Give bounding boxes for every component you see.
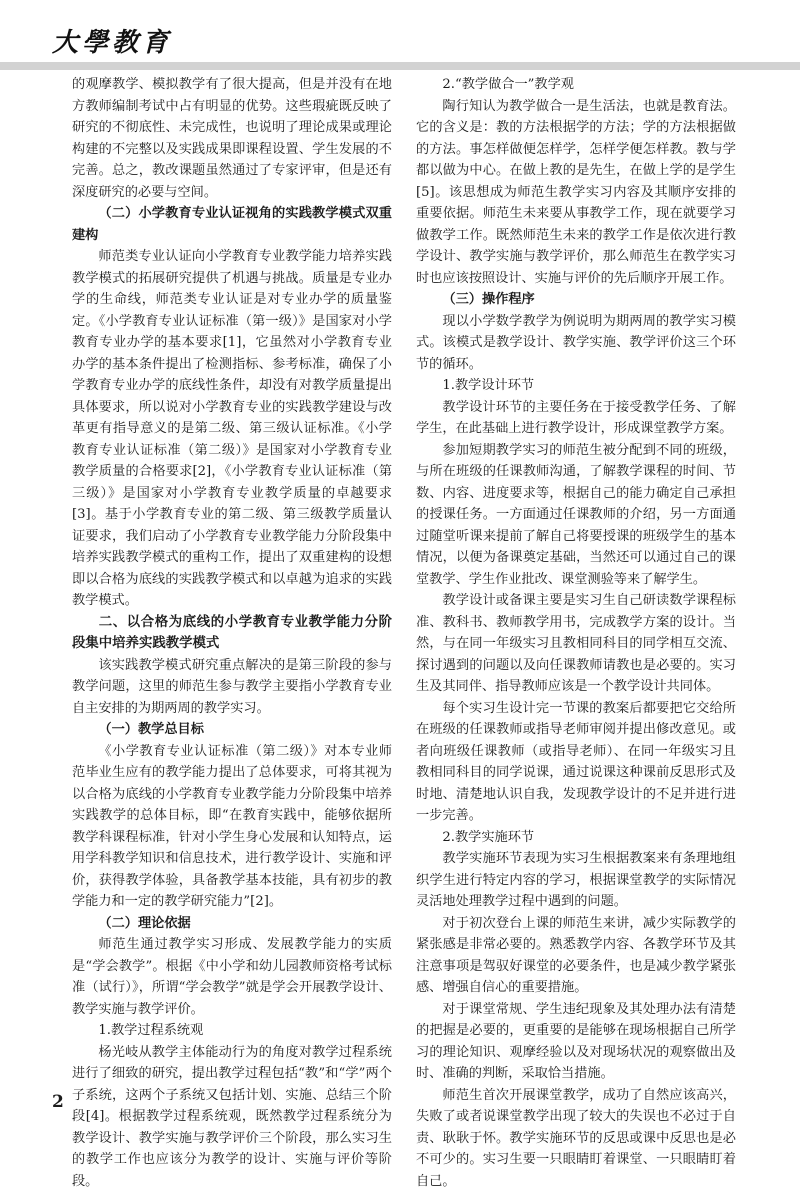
- paragraph: 师范生首次开展课堂教学，成功了自然应该高兴，失败了或者说课堂教学出现了较大的失误也不必过于自责、耿耿于怀。教学实施环节的反思或课中反思也是必不可少的。实习生要一只眼睛盯着课堂、一只眼睛盯着自己。: [416, 1085, 736, 1192]
- paragraph: 师范类专业认证向小学教育专业教学能力培养实践教学模式的拓展研究提供了机遇与挑战。质量是专业办学的生命线，师范类专业认证是对专业办学的质量鉴定。《小学教育专业认证标准（第一级）》是国家对小学教育专业办学的基本要求[1]，它虽然对小学教育专业办学的基本条件提出了检测指标、参考标准，确保了小学教育专业办学的底线性条件，却没有对教学质量提出具体要求，所以说对小学教育专业的实践教学建设与改革更有指导意义的是第二级、第三级认证标准。《小学教育专业认证标准（第二级）》是国家对小学教育专业教学质量的合格要求[2]，《小学教育专业认证标准（第三级）》是国家对小学教育专业教学质量的卓越要求[3]。基于小学教育专业的第二级、第三级教学质量认证要求，我们启动了小学教育专业教学能力分阶段集中培养实践教学模式的重构工作，提出了双重建构的设想即以合格为底线的实践教学模式和以卓越为追求的实践教学模式。: [72, 246, 392, 612]
- paragraph: 杨光岐从教学主体能动行为的角度对教学过程系统进行了细致的研究，提出教学过程包括“教”和“学”两个子系统，这两个子系统又包括计划、实施、总结三个阶段[4]。根据教学过程系统观，既然教学过程系统分为教学设计、教学实施与教学评价三个阶段，那么实习生的教学工作也应该分为教学的设计、实施与评价等阶段。: [72, 1042, 392, 1192]
- numbered-subheading: 2.“教学做合一”教学观: [416, 74, 736, 96]
- section-heading: 二、以合格为底线的小学教育专业教学能力分阶段集中培养实践教学模式: [72, 612, 392, 655]
- paragraph: 师范生通过教学实习形成、发展教学能力的实质是“学会教学”。根据《中小学和幼儿园教师资格考试标准（试行）》，所谓“学会教学”就是学会开展教学设计、教学实施与教学评价。: [72, 934, 392, 1020]
- paragraph: 教学设计或备课主要是实习生自己研读数学课程标准、教科书、教师教学用书，完成教学方案的设计。当然，与在同一年级实习且教相同科目的同学相互交流、探讨遇到的问题以及向任课教师请教也是必要的。实习生及其同伴、指导教师应该是一个教学设计共同体。: [416, 590, 736, 698]
- paragraph: 现以小学数学教学为例说明为期两周的教学实习模式。该模式是教学设计、教学实施、教学评价这三个环节的循环。: [416, 311, 736, 376]
- subsection-heading: （一）教学总目标: [72, 719, 392, 741]
- paragraph: 对于初次登台上课的师范生来讲，减少实际教学的紧张感是非常必要的。熟悉教学内容、各教学环节及其注意事项是驾驭好课堂的必要条件，也是减少教学紧张感、增强自信心的重要措施。: [416, 913, 736, 999]
- paragraph: 该实践教学模式研究重点解决的是第三阶段的参与教学问题，这里的师范生参与教学主要指小学教育专业自主安排的为期两周的教学实习。: [72, 655, 392, 720]
- left-column: [72, 74, 392, 1084]
- paragraph: 教学实施环节表现为实习生根据教案来有条理地组织学生进行特定内容的学习，根据课堂教学的实际情况灵活地处理教学过程中遇到的问题。: [416, 848, 736, 913]
- journal-name: 大學教育: [52, 22, 172, 59]
- subsection-heading: （三）操作程序: [416, 289, 736, 311]
- subsection-heading: （二）理论依据: [72, 913, 392, 935]
- page-header: [0, 0, 800, 72]
- numbered-subheading: 1.教学设计环节: [416, 375, 736, 397]
- paragraph: 参加短期教学实习的师范生被分配到不同的班级，与所在班级的任课教师沟通，了解教学课程的时间、节数、内容、进度要求等，根据自己的能力确定自己承担的授课任务。一方面通过任课教师的介绍，另一方面通过随堂听课来提前了解自己将要授课的班级学生的基本情况，以便为备课奠定基础，当然还可以通过自己的课堂教学、学生作业批改、课堂测验等来了解学生。: [416, 440, 736, 591]
- paragraph: 教学设计环节的主要任务在于接受教学任务、了解学生，在此基础上进行教学设计，形成课堂教学方案。: [416, 397, 736, 440]
- paragraph: 《小学教育专业认证标准（第二级）》对本专业师范毕业生应有的教学能力提出了总体要求，可将其视为以合格为底线的小学教育专业教学能力分阶段集中培养实践教学的总体目标，即“在教育实践中，能够依据所教学科课程标准，针对小学生身心发展和认知特点，运用学科教学知识和信息技术，进行教学设计、实施和评价，获得教学体验，具备教学基本技能，具有初步的教学能力和一定的教学研究能力”[2]。: [72, 741, 392, 913]
- right-column: [416, 74, 736, 1084]
- paragraph: 的观摩教学、模拟教学有了很大提高，但是并没有在地方教师编制考试中占有明显的优势。这些瑕疵既反映了研究的不彻底性、未完成性，也说明了理论成果或理论构建的不完整以及实践成果即课程设置、学生发展的不完善。总之，教改课题虽然通过了专家评审，但是还有深度研究的必要与空间。: [72, 74, 392, 203]
- page-number: 2: [52, 1092, 64, 1112]
- paragraph: 陶行知认为教学做合一是生活法，也就是教育法。它的含义是：教的方法根据学的方法；学的方法根据做的方法。事怎样做便怎样学，怎样学便怎样教。教与学都以做为中心。在做上教的是先生，在做上学的是学生[5]。该思想成为师范生教学实习内容及其顺序安排的重要依据。师范生未来要从事教学工作，现在就要学习做教学工作。既然师范生未来的教学工作是依次进行教学设计、教学实施与教学评价，那么师范生在教学实习时也应该按照设计、实施与评价的先后顺序开展工作。: [416, 96, 736, 290]
- paragraph: 对于课堂常规、学生违纪现象及其处理办法有清楚的把握是必要的，更重要的是能够在现场根据自己所学习的理论知识、观摩经验以及对现场状况的观察做出及时、准确的判断，采取恰当措施。: [416, 999, 736, 1085]
- paragraph: 每个实习生设计完一节课的教案后都要把它交给所在班级的任课教师或指导老师审阅并提出修改意见。或者向班级任课教师（或指导老师）、在同一年级实习且教相同科目的同学说课，通过说课这种课前反思形式及时地、清楚地认识自我，发现教学设计的不足并进行进一步完善。: [416, 698, 736, 827]
- numbered-subheading: 1.教学过程系统观: [72, 1020, 392, 1042]
- header-rule: [0, 62, 800, 70]
- subsection-heading: （二）小学教育专业认证视角的实践教学模式双重建构: [72, 203, 392, 246]
- numbered-subheading: 2.教学实施环节: [416, 827, 736, 849]
